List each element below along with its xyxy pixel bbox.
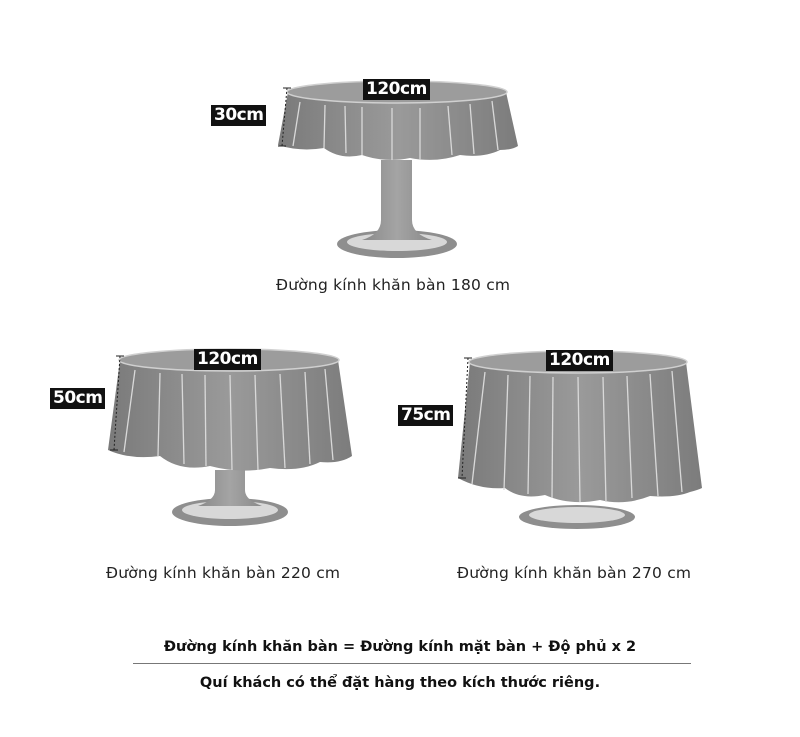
pedestal-3 (519, 505, 635, 529)
pedestal-1 (337, 160, 457, 258)
drop-label-2: 50cm (50, 388, 105, 409)
caption-table-2: Đường kính khăn bàn 220 cm (106, 564, 341, 582)
table-3 (458, 351, 702, 529)
drop-label-3: 75cm (398, 405, 453, 426)
pedestal-2 (172, 470, 288, 526)
caption-table-3: Đường kính khăn bàn 270 cm (457, 564, 692, 582)
table-1 (278, 81, 518, 258)
diameter-label-2: 120cm (194, 349, 261, 370)
diameter-label-1: 120cm (363, 79, 430, 100)
caption-table-1: Đường kính khăn bàn 180 cm (276, 276, 511, 294)
diameter-label-3: 120cm (546, 350, 613, 371)
table-2 (108, 349, 352, 526)
custom-order-note: Quí khách có thể đặt hàng theo kích thước riêng. (199, 675, 601, 691)
divider (133, 663, 691, 664)
formula-text: Đường kính khăn bàn = Đường kính mặt bàn + Độ phủ x 2 (163, 639, 637, 655)
drop-label-1: 30cm (211, 105, 266, 126)
tablecloth-3 (458, 351, 702, 502)
